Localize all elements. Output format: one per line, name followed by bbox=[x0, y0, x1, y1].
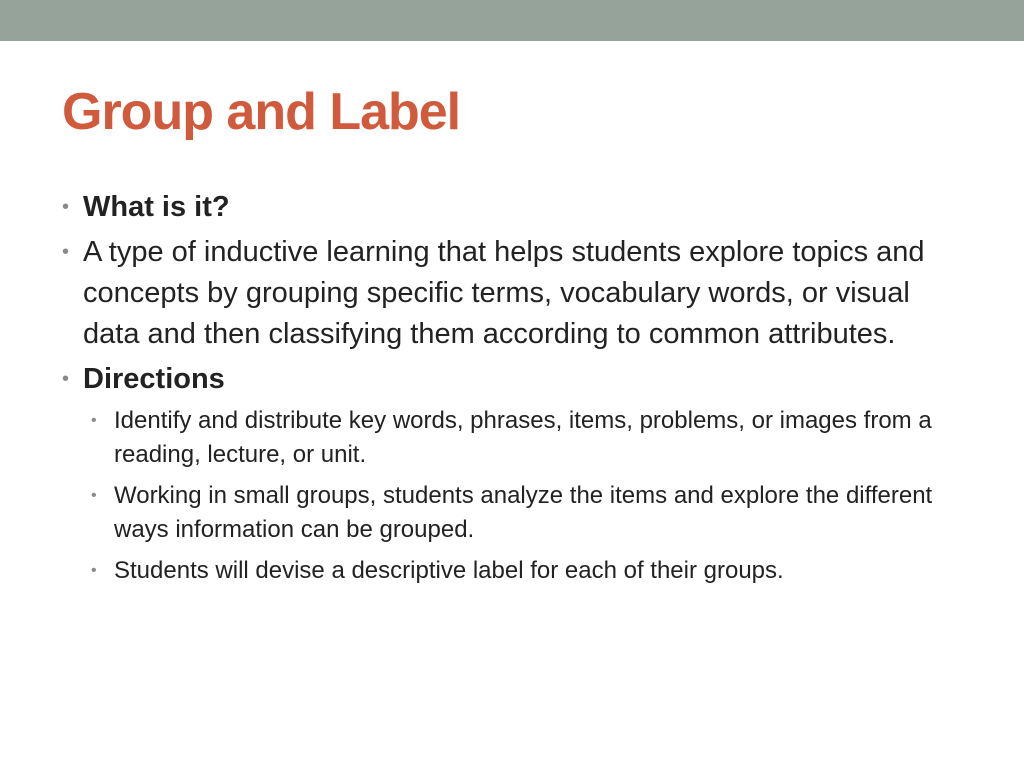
bullet-icon: • bbox=[62, 196, 70, 218]
bullet-text: Directions bbox=[83, 363, 225, 395]
sub-list-container bbox=[62, 404, 962, 588]
sub-bullet-icon: • bbox=[91, 562, 97, 579]
slide-title: Group and Label bbox=[62, 83, 461, 141]
sub-bullet-icon: • bbox=[91, 487, 97, 504]
sub-bullet-text: Working in small groups, students analyze the items and explore the different ways information can be grouped. bbox=[114, 482, 933, 543]
bullet-icon: • bbox=[62, 241, 70, 263]
slide-body bbox=[62, 187, 962, 595]
sub-bullet-text: Students will devise a descriptive label for each of their groups. bbox=[114, 557, 784, 584]
bullet-text: A type of inductive learning that helps students explore topics and concepts by grouping specific terms, vocabulary words, or visual data and then classifying them according to common attributes. bbox=[83, 236, 925, 350]
top-band bbox=[0, 0, 1024, 41]
bullet-item bbox=[62, 359, 962, 400]
sub-bullet-icon: • bbox=[91, 412, 97, 429]
bullet-item bbox=[62, 187, 962, 228]
sub-bullet-text: Identify and distribute key words, phrases, items, problems, or images from a reading, lecture, or unit. bbox=[114, 407, 932, 468]
sub-bullet-item bbox=[62, 404, 962, 472]
bullet-item bbox=[62, 232, 962, 355]
sub-list bbox=[62, 404, 962, 588]
sub-bullet-item bbox=[62, 479, 962, 547]
bullet-icon: • bbox=[62, 368, 70, 390]
bullet-text: What is it? bbox=[83, 191, 230, 223]
sub-bullet-item bbox=[62, 554, 962, 588]
